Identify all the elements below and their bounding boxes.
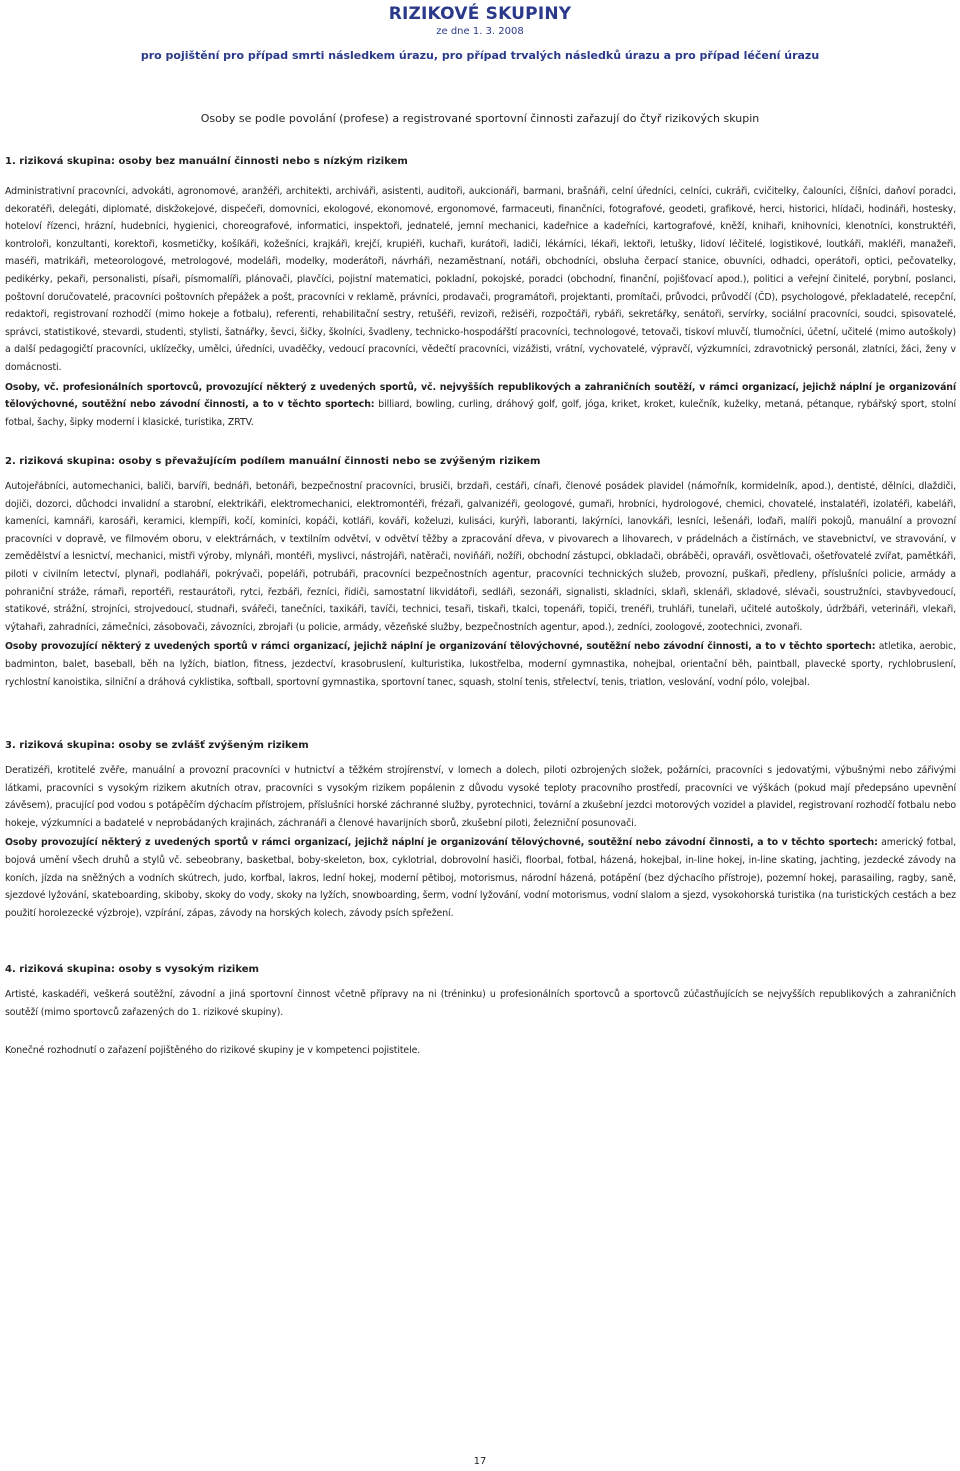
closing-block [5, 1042, 956, 1060]
risk-group-3-sports-list: americký fotbal, bojová umění všech druhů a stylů vč. sebeobrany, basketbal, boby-skeleton, box, cyklotrial, dobrovolní hasiči, floorbal, fotbal, házená, hokejbal, in-line hokej, in-line skating, jachting, jezdecké závody na koních, jízda na sněžných a vodních skútrech, judo, korfbal, lakros, lední hokej, moderní pětiboj, motorismus, národní házená, potápění (bez dýchacího přístroje), pozemní hokej, parasailing, ragby, saně, sjezdové lyžování, skateboarding, skiboby, skoky do vody, skoky na lyžích, snowboarding, šerm, vodní lyžování, vodní motorismus, vodní slalom a sjezd, vysokohorská turistika (na turistických cestách a bez použití horolezecké výzbroje), vzpírání, zápas, závody na horských kolech, závody psích spřežení. [5, 837, 956, 919]
closing-statement: Konečné rozhodnutí o zařazení pojištěného do rizikové skupiny je v kompetenci pojistitele. [5, 1045, 421, 1056]
risk-group-1-heading: 1. riziková skupina: osoby bez manuální činnosti nebo s nízkým rizikem [5, 156, 408, 167]
risk-group-1 [5, 154, 956, 431]
risk-group-2-sports-list: atletika, aerobic, badminton, balet, baseball, běh na lyžích, biatlon, fitness, jezdectví, krasobruslení, kulturistika, lukostřelba, moderní gymnastika, nohejbal, orientační běh, paintball, plavecké sporty, rychlobruslení, rychlostní kanoistika, silniční a dráhová cyklistika, softball, sportovní gymnastika, sportovní tanec, squash, stolní tenis, střelectví, tenis, triatlon, veslování, vodní pólo, volejbal. [5, 641, 956, 688]
risk-group-4-text: Artisté, kaskadéři, veškerá soutěžní, závodní a jiná sportovní činnost včetně přípravy na ni (tréninku) u profesionálních sportovců a sportovců zúčastňujících se nejvyšších republikových a zahraničních soutěží (mimo sportovců zařazených do 1. rizikové skupiny). [5, 989, 956, 1018]
risk-group-3-sports [5, 834, 956, 922]
risk-group-1-professions-text: Administrativní pracovníci, advokáti, agronomové, aranžéři, architekti, archiváři, asistenti, auditoři, aukcionáři, barmani, brašnáři, celní úředníci, celníci, cukráři, cvičitelky, čalouníci, číšníci, daňoví poradci, dekoratéři, delegáti, diplomaté, diskžokejové, dispečeři, domovníci, ekologové, ekonomové, ergonomové, farmaceuti, finančníci, fotografové, geodeti, grafikové, herci, historici, hlídači, hodináři, hostesky, hoteloví řízenci, hrázní, hudebníci, hygienici, choreografové, informatici, inspektoři, jednatelé, jemní mechanici, kadeřnice a kadeřníci, kartografové, kněží, knihaři, knihovníci, klenotníci, konstruktéři, kontroloři, konzultanti, korektoři, kosmetičky, košíkáři, kožešníci, krajkáři, krejčí, krupiéři, kuchaři, kurátoři, ladiči, lékárníci, lékaři, lektoři, letušky, lidoví léčitelé, logistikové, loutkáři, makléři, manažeři, maséři, matrikáři, meteorologové, metrologové, modeláři, modelky, moderátoři, návrháři, nezaměstnaní, notáři, obchodníci, obsluha čerpací stanice, obuvníci, odhadci, operátoři, optici, pečovatelky, pedikérky, pekaři, personalisti, písaři, písmomalíři, plánovači, plavčíci, pojistní matematici, pokladní, pokojské, poradci (obchodní, finanční, pojišťovací apod.), politici a veřejní činitelé, porybní, poslanci, poštovní doručovatelé, pracovníci poštovních přepážek a pošt, pracovníci v reklamě, právníci, prodavači, programátoři, projektanti, promítači, průvodci, průvodčí (ČD), psychologové, překladatelé, recepční, redaktoři, registrovaní rozhodčí (mimo hokeje a fotbalu), referenti, rehabilitační sestry, retušéři, revizoři, režiséři, rozpočtáři, rybáři, sekretářky, senátoři, servírky, sociální pracovníci, soudci, spisovatelé, správci, statistikové, stevardi, studenti, stylisti, šatnářky, ševci, šičky, školníci, švadleny, technicko-hospodářští pracovníci, technologové, tetovači, tiskoví mluvčí, tlumočníci, účetní, učitelé (mimo autoškoly) a další pedagogičtí pracovníci, uklízečky, umělci, úředníci, uvaděčky, vedoucí pracovníci, vědečtí pracovníci, vizážisti, vrátní, vychovatelé, výpravčí, výzkumníci, zdravotnický personál, zlatníci, žáci, ženy v domácnosti. [5, 186, 956, 373]
risk-group-3-heading: 3. riziková skupina: osoby se zvlášť zvýšeným rizikem [5, 740, 309, 751]
risk-group-3-professions [5, 762, 956, 832]
document-title: RIZIKOVÉ SKUPINY [388, 4, 572, 24]
risk-group-2-sports [5, 638, 956, 691]
risk-group-2-sports-lead: Osoby provozující některý z uvedených sportů v rámci organizací, jejichž náplní je organizování tělovýchovné, soutěžní nebo závodní činnosti, a to v těchto sportech: [5, 641, 876, 653]
risk-group-3-sports-lead: Osoby provozující některý z uvedených sportů v rámci organizací, jejichž náplní je organizování tělovýchovné, soutěžní nebo závodní činnosti, a to v těchto sportech: [5, 837, 878, 849]
risk-group-3 [5, 738, 956, 922]
risk-group-4-heading: 4. riziková skupina: osoby s vysokým rizikem [5, 964, 259, 975]
risk-group-2-professions-text: Autojeřábníci, automechanici, baliči, barvíři, bednáři, betonáři, bezpečnostní pracovníci, brusiči, brzdaři, cestáři, cínaři, členové posádek plavidel (námořník, kormidelník, apod.), dentisté, dělníci, dlaždiči, dojiči, dozorci, důchodci invalidní a starobní, elektrikáři, elektromechanici, elektromontéři, frézaři, galvanizéři, geologové, gumaři, hrobníci, hydrologové, chemici, chovatelé, instalatéři, izolatéři, kabeláři, kameníci, kamnáři, karosáři, keramici, klempíři, kočí, kominíci, kopáči, kotláři, kováři, koželuzi, kulisáci, kurýři, laboranti, lakýrníci, lanovkáři, lesníci, lešenáři, loďaři, malíři pokojů, manuální a provozní pracovníci v dopravě, ve filmovém oboru, v elektrárnách, v textilním odvětví, v odvětví těžby a zpracování dřeva, v pivovarech a lihovarech, v prádelnách a čistírnách, ve stavebnictví, ve stravování, v zemědělství a lesnictví, mechanici, mistři výroby, mlynáři, montéři, myslivci, nástrojáři, natěrači, noviňáři, nožíři, obchodní zástupci, obkladači, obráběči, opraváři, osvětlovači, ošetřovatelé zvířat, pamětkáři, piloti v civilním letectví, plynaři, podlaháři, pokrývači, popeláři, potrubáři, pracovníci bezpečnostních agentur, pracovníci technických služeb, provozní, puškaři, předleny, příslušníci policie, armády a pohraniční stráže, rámaři, reportéři, restaurátoři, rytci, řezbáři, řezníci, řidiči, samostatní likvidátoři, sedláři, sezonáři, signalisti, skladníci, sklaři, sklenáři, skladové, slévači, soustružníci, stavbyvedoucí, statikové, strážní, strojníci, strojvedoucí, studnaři, svářeči, tanečníci, taxikáři, tavíči, technici, tesaři, tiskaři, tkalci, topenáři, topiči, trenéři, truhláři, tunelaři, učitelé autoškoly, údržbáři, veterináři, vlekaři, výtahaři, zahradníci, zámečníci, zásobovači, závozníci, zbrojaři (u policie, armády, vězeňské služby, bezpečnostních agentur, apod.), zedníci, zoologové, zootechnici, zvonaři. [5, 481, 956, 633]
document-subtitle: pro pojištění pro případ smrti následkem úrazu, pro případ trvalých následků úrazu a pro případ léčení úrazu [140, 49, 820, 62]
risk-group-4 [5, 962, 956, 1021]
risk-group-2-heading: 2. riziková skupina: osoby s převažujícím podílem manuální činnosti nebo se zvýšeným rizikem [5, 456, 541, 467]
document-date: ze dne 1. 3. 2008 [436, 26, 524, 37]
risk-group-1-professions [5, 183, 956, 377]
risk-group-2-professions [5, 478, 956, 636]
risk-group-2 [5, 454, 956, 691]
risk-group-1-sports-list: billiard, bowling, curling, dráhový golf, golf, jóga, kriket, kroket, kulečník, kuželky, metaná, pétanque, rybářský sport, stolní fotbal, šachy, šipky moderní i klasické, turistika, ZRTV. [5, 399, 956, 428]
document-intro: Osoby se podle povolání (profese) a registrované sportovní činnosti zařazují do čtyř rizikových skupin [200, 112, 760, 125]
page-number: 17 [473, 1456, 487, 1467]
risk-group-1-sports [5, 379, 956, 432]
risk-group-3-professions-text: Deratizéři, krotitelé zvěře, manuální a provozní pracovníci v hutnictví a těžkém strojírenství, v lomech a dolech, piloti ozbrojených složek, požárníci, pracovníci s jedovatými, výbušnými nebo zářivými látkami, pracovníci s vysokým rizikem akutních otrav, pracovníci s vysokým rizikem popálenin z důvodu vysoké teploty pracovního prostředí, pracovníci ve výškách (pokud mají předepsáno upevnění závěsem), pracující pod vodou s potápěčím dýchacím přístrojem, příslušníci horské záchranné služby, pyrotechnici, tovární a zkušební jezdci motorových vozidel a plavidel, registrovaní rozhodčí fotbalu nebo hokeje, výzkumníci a badatelé v neprobádaných krajinách, záchranáři a členové havarijních sborů, zkušební piloti, železniční posunovači. [5, 765, 956, 829]
risk-group-1-sports-lead: Osoby, vč. profesionálních sportovců, provozující některý z uvedených sportů, vč. nejvyšších republikových a zahraničních soutěží, v rámci organizací, jejichž náplní je organizování tělovýchovné, soutěžní nebo závodní činnosti, a to v těchto sportech: [5, 381, 956, 411]
